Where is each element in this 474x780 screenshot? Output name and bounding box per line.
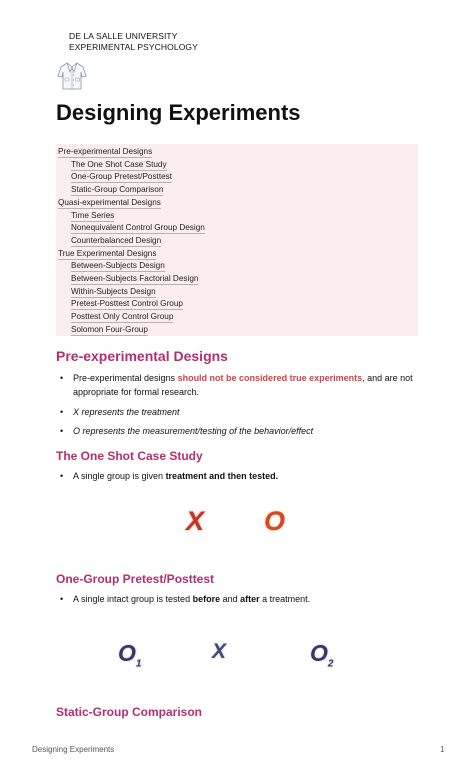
- list-item: [60, 424, 420, 438]
- treatment-symbol: X: [212, 640, 227, 663]
- bullet-icon: •: [60, 407, 64, 417]
- page-number: 1: [440, 745, 445, 754]
- list-item-text: O represents the measurement/testing of the behavior/effect: [73, 426, 314, 436]
- list-item-text: A single intact group is tested before and after a treatment.: [73, 594, 311, 604]
- bullet-icon: •: [60, 426, 64, 436]
- bullet-icon: •: [60, 373, 64, 383]
- section-heading: Pre-experimental Designs: [56, 348, 228, 364]
- toc-link[interactable]: Pre-experimental Designs: [58, 147, 153, 156]
- list-item-text: X represents the treatment: [73, 407, 180, 417]
- highlight-text: should not be considered true experiments: [177, 373, 363, 383]
- table-of-contents: [56, 144, 418, 336]
- section-heading: Static-Group Comparison: [56, 705, 203, 719]
- lab-coat-icon: [56, 60, 88, 92]
- treatment-symbol: X: [186, 506, 205, 536]
- list-item: [60, 592, 420, 606]
- toc-link[interactable]: True Experimental Designs: [58, 248, 157, 258]
- toc-link: Solomon Four-Group: [71, 324, 148, 334]
- section-heading: One-Group Pretest/Posttest: [56, 572, 215, 586]
- list-item: [60, 405, 420, 419]
- header-university: DE LA SALLE UNIVERSITY: [69, 31, 178, 41]
- toc-link[interactable]: Quasi-experimental Designs: [58, 197, 161, 207]
- list-item-text: Pre-experimental designs should not be considered true experiments, and are not appropriate for formal research.: [73, 373, 413, 397]
- observation-symbol: O: [264, 506, 286, 536]
- footer-title: Designing Experiments: [32, 745, 115, 754]
- toc-link[interactable]: Between-Subjects Factorial Design: [71, 274, 199, 283]
- pretest-symbol: $O_1$: [118, 640, 142, 670]
- toc-link[interactable]: Pretest-Posttest Control Group: [71, 299, 183, 309]
- posttest-symbol: $O_2$: [310, 640, 334, 670]
- toc-link[interactable]: Within-Subjects Design: [71, 286, 156, 296]
- bullet-icon: •: [60, 471, 64, 481]
- bullet-icon: •: [60, 594, 64, 604]
- document-header: [69, 31, 198, 53]
- section-heading: The One Shot Case Study: [56, 449, 203, 463]
- header-department: EXPERIMENTAL PSYCHOLOGY: [69, 42, 198, 52]
- toc-link[interactable]: Posttest Only Control Group: [71, 312, 174, 322]
- page-title: Designing Experiments: [56, 100, 301, 125]
- toc-link[interactable]: Counterbalanced Design: [71, 235, 162, 245]
- toc-link[interactable]: The One Shot Case Study: [71, 159, 167, 169]
- toc-link[interactable]: One-Group Pretest/Posttest: [71, 172, 173, 182]
- list-item-text: A single group is given treatment and then tested.: [73, 471, 279, 481]
- toc-link[interactable]: Nonequivalent Control Group Design: [71, 223, 205, 233]
- toc-link[interactable]: Between-Subjects Design: [71, 261, 165, 271]
- list-item: [60, 469, 420, 483]
- list-item: [60, 371, 420, 399]
- toc-link[interactable]: Static-Group Comparison: [71, 185, 164, 195]
- toc-link[interactable]: Time Series: [71, 210, 115, 220]
